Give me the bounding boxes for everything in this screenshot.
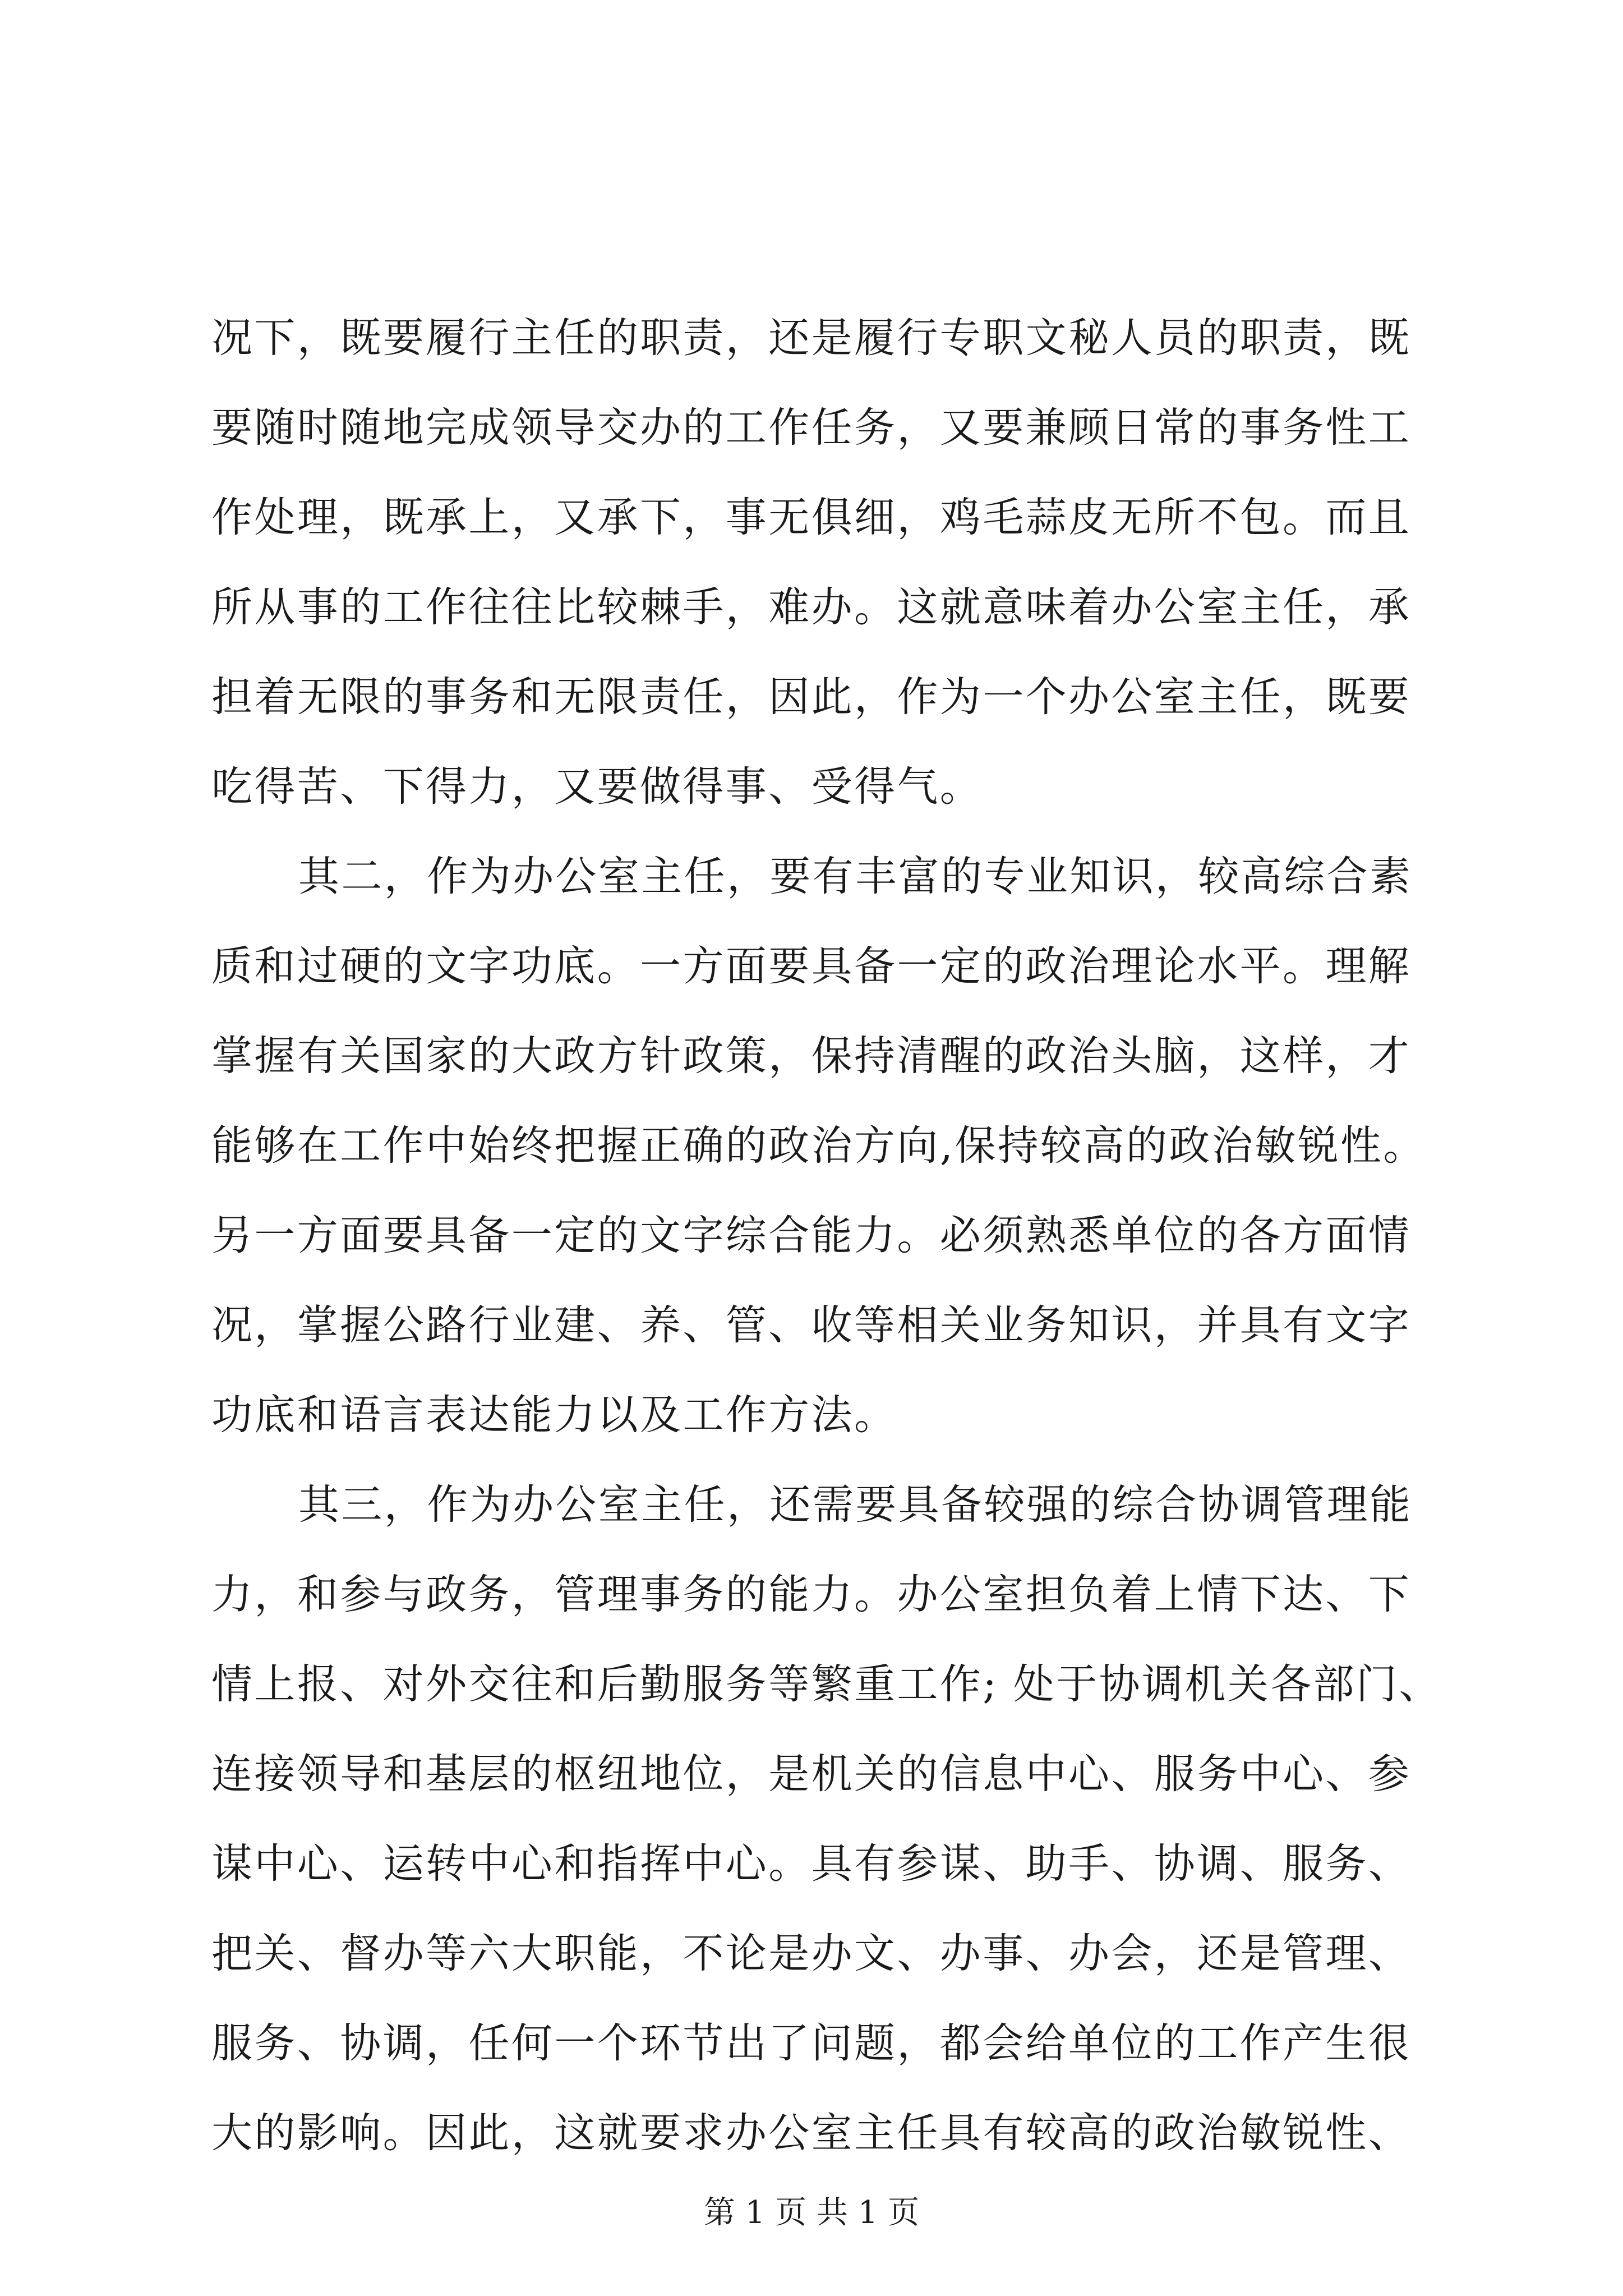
text-line: 功底和语言表达能力以及工作方法。: [211, 1391, 897, 1439]
text-line: 担着无限的事务和无限责任，因此，作为一个办公室主任，既要: [211, 673, 1412, 721]
text-line: 况，掌握公路行业建、养、管、收等相关业务知识，并具有文字: [211, 1301, 1412, 1349]
text-line: 力，和参与政务，管理事务的能力。办公室担负着上情下达、下: [211, 1571, 1412, 1618]
page-footer: [0, 2191, 1623, 2235]
text-line: 连接领导和基层的枢纽地位，是机关的信息中心、服务中心、参: [211, 1750, 1412, 1798]
paragraph-start-line: 其三，作为办公室主任，还需要具备较强的综合协调管理能: [298, 1481, 1413, 1529]
text-line: 作处理，既承上，又承下，事无俱细，鸡毛蒜皮无所不包。而且: [211, 494, 1412, 541]
text-line: 所从事的工作往往比较棘手，难办。这就意味着办公室主任，承: [211, 583, 1412, 631]
page-number-label: 第 1 页 共 1 页: [703, 2194, 920, 2231]
text-line: 吃得苦、下得力，又要做得事、受得气。: [211, 763, 983, 811]
text-line: 掌握有关国家的大政方针政策，保持清醒的政治头脑，这样，才: [211, 1032, 1412, 1080]
text-line: 质和过硬的文字功底。一方面要具备一定的政治理论水平。理解: [211, 942, 1412, 990]
text-line: 服务、协调，任何一个环节出了问题，都会给单位的工作产生很: [211, 2019, 1412, 2067]
text-line: 大的影响。因此，这就要求办公室主任具有较高的政治敏锐性、: [211, 2109, 1412, 2157]
paragraph-start-line: 其二，作为办公室主任，要有丰富的专业知识，较高综合素: [298, 853, 1413, 900]
text-line: 能够在工作中始终把握正确的政治方向,保持较高的政治敏锐性。: [211, 1122, 1426, 1170]
text-line: 要随时随地完成领导交办的工作任务，又要兼顾日常的事务性工: [211, 404, 1412, 452]
text-line: 把关、督办等六大职能，不论是办文、办事、办会，还是管理、: [211, 1930, 1412, 1977]
text-line: 谋中心、运转中心和指挥中心。具有参谋、助手、协调、服务、: [211, 1840, 1412, 1888]
text-line: 另一方面要具备一定的文字综合能力。必须熟悉单位的各方面情: [211, 1212, 1412, 1259]
text-line: 况下，既要履行主任的职责，还是履行专职文秘人员的职责，既: [211, 314, 1412, 362]
text-line: 情上报、对外交往和后勤服务等繁重工作; 处于协调机关各部门、: [211, 1660, 1442, 1708]
